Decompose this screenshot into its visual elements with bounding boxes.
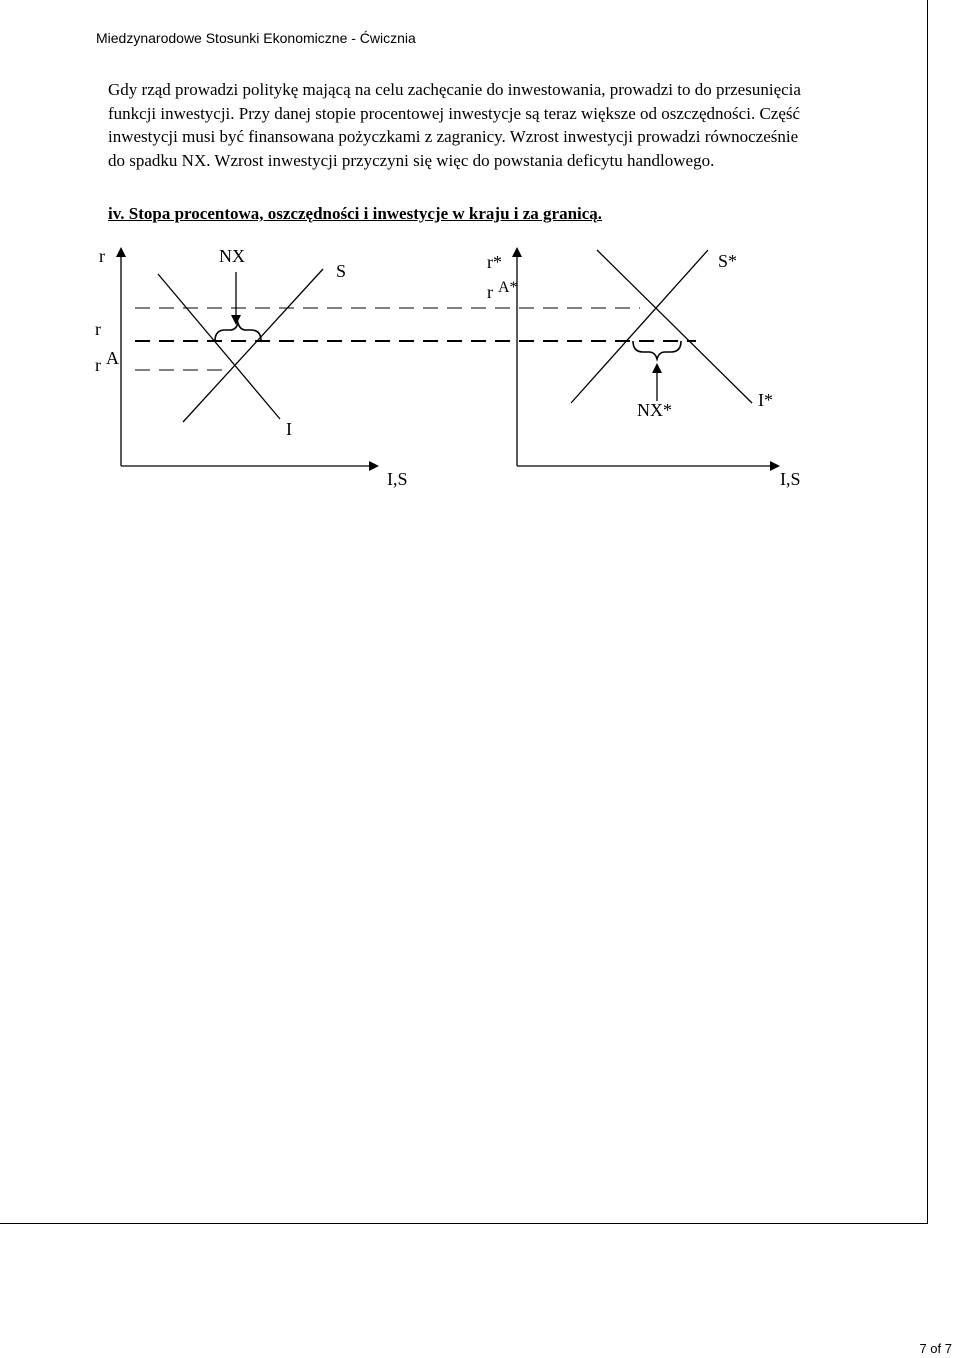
section-heading: iv. Stopa procentowa, oszczędności i inwestycje w kraju i za granicą. xyxy=(108,204,603,223)
left-nx-label: NX xyxy=(219,246,245,266)
right-savings-label: S* xyxy=(718,251,738,271)
left-savings-label: S xyxy=(336,261,347,281)
left-nx-brace xyxy=(215,323,261,341)
left-savings-curve xyxy=(183,269,323,422)
left-r-label: r xyxy=(95,319,101,339)
right-investment-curve xyxy=(597,250,752,403)
right-nx-brace xyxy=(633,341,681,359)
page-number: 7 of 7 xyxy=(919,1341,952,1356)
right-y-axis-label: r* xyxy=(487,252,502,272)
left-investment-label: I xyxy=(286,419,292,439)
right-rA-A-label: A* xyxy=(498,279,518,296)
right-nx-label: NX* xyxy=(637,400,672,420)
document-header-title: Miedzynarodowe Stosunki Ekonomiczne - Ćwicznia xyxy=(96,30,416,46)
left-rA-r-label: r xyxy=(95,355,101,375)
left-rA-A-label: A xyxy=(106,348,119,368)
left-y-axis-label: r xyxy=(99,246,105,266)
body-paragraph: Gdy rząd prowadzi politykę mającą na celu zachęcanie do inwestowania, prowadzi to do przesunięcia funkcji inwestycji. Przy danej stopie procentowej inwestycje są teraz większe od oszczędności. Część inwestycji musi być finansowana pożyczkami z zagranicy. Wzrost inwestycji prowadzi równocześnie do spadku NX. Wzrost inwestycji przyczyni się więc do powstania deficytu handlowego. xyxy=(108,80,801,170)
left-investment-curve xyxy=(158,274,280,419)
economics-diagram xyxy=(0,0,960,520)
left-x-axis-label: I,S xyxy=(387,469,408,489)
right-x-axis-label: I,S xyxy=(780,469,801,489)
right-investment-label: I* xyxy=(758,390,773,410)
right-rA-r-label: r xyxy=(487,282,493,302)
right-savings-curve xyxy=(571,250,708,403)
